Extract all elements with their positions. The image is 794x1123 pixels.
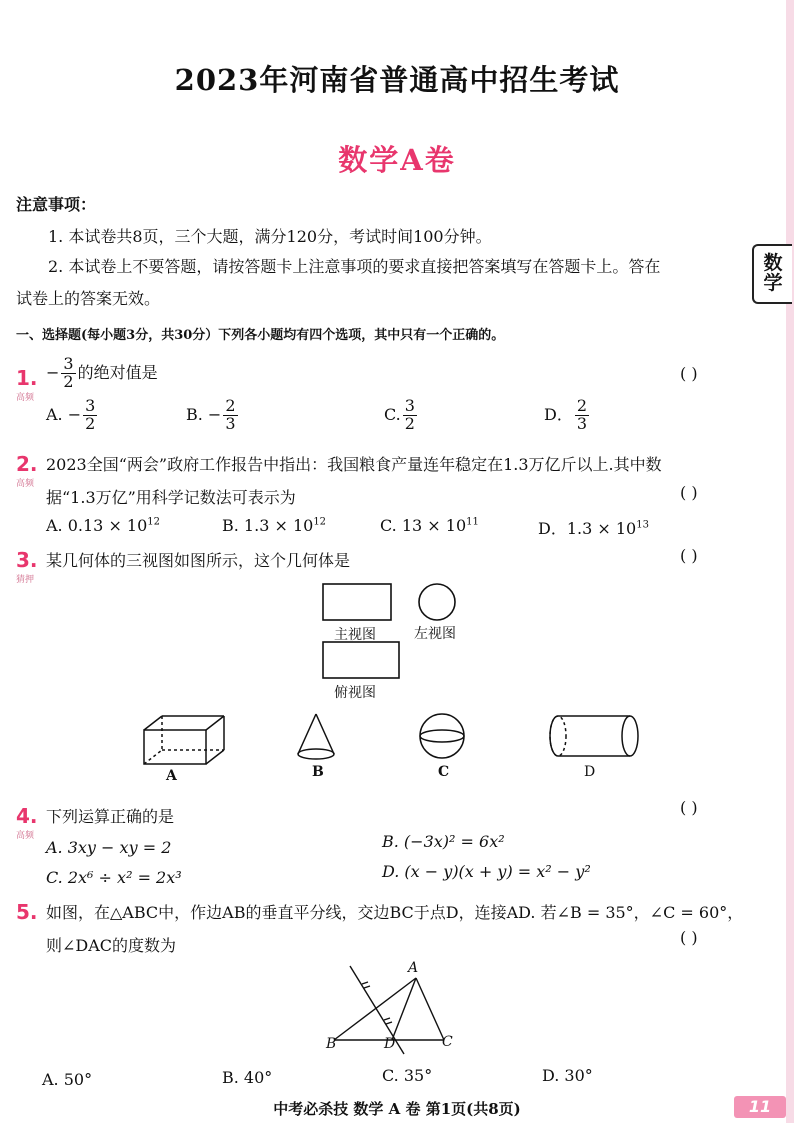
front-view-label: 主视图 — [334, 627, 376, 643]
q1-option-b: B. − $\frac{2}{3}$ — [186, 396, 236, 433]
subject-side-tab — [752, 244, 792, 304]
point-d-label: D — [384, 1036, 396, 1052]
sphere-shape — [420, 714, 464, 758]
top-view-label: 俯视图 — [334, 685, 376, 701]
question-2-line-2: 据“1.3万亿”用科学记数法可表示为 — [46, 488, 296, 507]
question-4-stem: 下列运算正确的是 — [46, 807, 175, 826]
question-3-tag: 猜押 — [16, 575, 35, 585]
q1-option-c: C. $\frac{3}{2}$ — [384, 396, 415, 433]
top-view-rect — [323, 642, 399, 678]
question-4-answer-blank: ( ) — [680, 798, 698, 817]
q4-option-b: B. (−3x)² = 6x² — [382, 832, 505, 851]
cylinder-shape — [550, 716, 638, 756]
front-view-rect — [323, 584, 391, 620]
point-c-label: C — [442, 1034, 453, 1050]
question-4-number: 4. — [16, 804, 38, 828]
question-1-stem: − $\frac{3}{2}$ 的绝对值是 — [46, 354, 158, 391]
q3-option-c-label: C — [438, 764, 450, 780]
q4-option-a: A. 3xy − xy = 2 — [46, 838, 172, 857]
notes-item-2-line-1: 2. 本试卷上不要答题，请按答题卡上注意事项的要求直接把答案填写在答题卡上。答在 — [48, 257, 661, 276]
q2-option-a: A. $0.13 \times 10^{12}$ — [46, 516, 161, 535]
exam-subtitle: 数学A卷 — [338, 143, 456, 177]
question-5-line-2: 则∠DAC的度数为 — [46, 936, 177, 955]
q1-stem-fraction: $\frac{3}{2}$ — [63, 354, 74, 391]
cone-shape — [298, 714, 334, 759]
point-a-label: A — [408, 960, 419, 976]
point-b-label: B — [326, 1036, 337, 1052]
notes-item-2-line-2: 试卷上的答案无效。 — [16, 289, 161, 308]
question-1-number: 1. — [16, 366, 38, 390]
left-view-circle — [419, 584, 455, 620]
side-tab-char-2: 学 — [763, 272, 783, 294]
question-2-answer-blank: ( ) — [680, 483, 698, 502]
question-1-answer-blank: ( ) — [680, 364, 698, 383]
question-3-answer-blank: ( ) — [680, 546, 698, 565]
question-2-number: 2. — [16, 452, 38, 476]
q3-option-a-label: A — [166, 768, 177, 784]
q5-option-d: D. 30° — [542, 1066, 593, 1085]
question-4-tag: 高频 — [16, 831, 35, 841]
left-view-label: 左视图 — [414, 626, 456, 642]
notes-item-1: 1. 本试卷共8页，三个大题，满分120分，考试时间100分钟。 — [48, 227, 492, 246]
side-ac — [416, 978, 444, 1040]
question-3-stem: 某几何体的三视图如图所示，这个几何体是 — [46, 551, 351, 570]
q2-option-c: C. $13 \times 10^{11}$ — [380, 516, 479, 535]
q3-option-d-label: D — [584, 764, 596, 780]
question-2-line-1: 2023全国“两会”政府工作报告中指出：我国粮食产量连年稳定在1.3万亿斤以上.其中数 — [46, 455, 662, 474]
q5-option-b: B. 40° — [222, 1068, 273, 1087]
question-5-number: 5. — [16, 900, 38, 924]
question-5-answer-blank: ( ) — [680, 928, 698, 947]
cuboid-shape — [144, 716, 224, 764]
perpendicular-bisector — [350, 966, 404, 1054]
question-2-tag: 高频 — [16, 479, 35, 489]
page-number-badge: 11 — [734, 1096, 786, 1118]
question-1-tag: 高频 — [16, 393, 35, 403]
q5-option-c: C. 35° — [382, 1066, 433, 1085]
q3-option-b-label: B — [312, 764, 324, 780]
q4-option-c: C. 2x⁶ ÷ x² = 2x³ — [46, 868, 182, 887]
q1-option-a: A. − $\frac{3}{2}$ — [46, 396, 96, 433]
section-1-heading: 一、选择题(每小题3分，共30分）下列各小题均有四个选项，其中只有一个正确的。 — [16, 328, 505, 343]
page-footer: 中考必杀技 数学 A 卷 第1页(共8页) — [273, 1100, 521, 1118]
question-3-number: 3. — [16, 548, 38, 572]
solid-options-figure — [130, 708, 650, 768]
q1-option-d: D． $\frac{2}{3}$ — [544, 396, 588, 433]
q4-option-d: D. (x − y)(x + y) = x² − y² — [382, 862, 591, 881]
side-tab-char-1: 数 — [763, 252, 783, 275]
q2-option-b: B. $1.3 \times 10^{12}$ — [222, 516, 327, 535]
q5-option-a: A. 50° — [42, 1070, 93, 1089]
notes-heading: 注意事项： — [16, 195, 97, 214]
question-5-line-1: 如图，在△ABC中，作边AB的垂直平分线，交边BC于点D，连接AD. 若∠B = 35°，∠C = 60°， — [46, 903, 744, 922]
q2-option-d: D．$1.3 \times 10^{13}$ — [538, 519, 649, 538]
exam-title: 2023年河南省普通高中招生考试 — [174, 63, 620, 97]
